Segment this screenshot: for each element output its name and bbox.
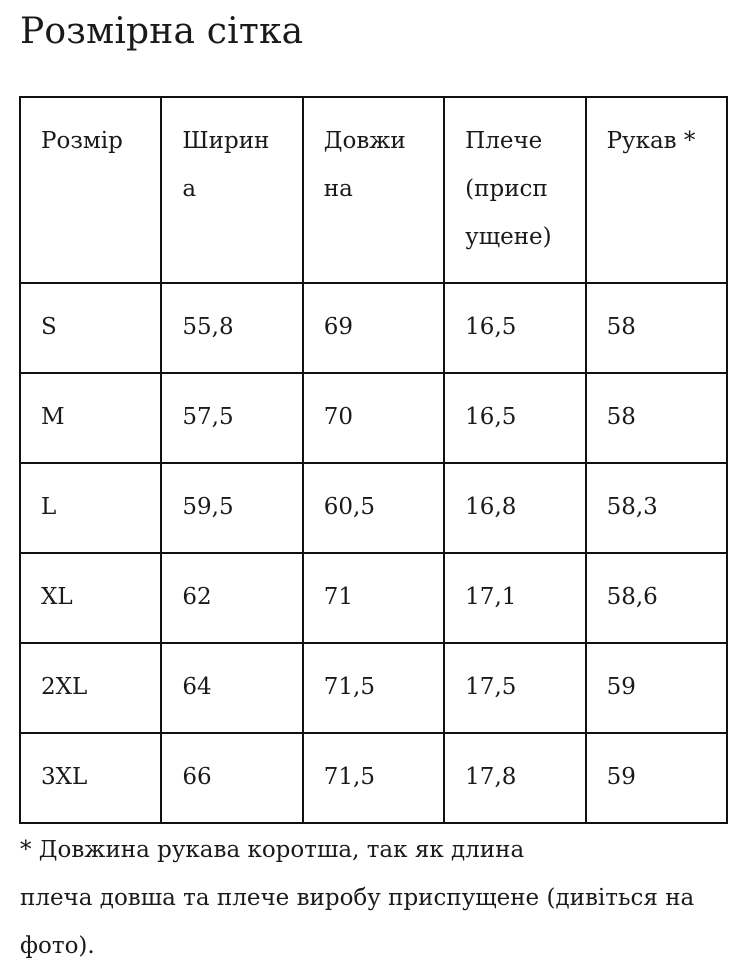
- footnote-line: плеча довша та плече виробу приспущене (дивіться на: [20, 885, 695, 911]
- cell-size: S: [20, 283, 161, 373]
- cell-length: 70: [303, 373, 444, 463]
- cell-width: 57,5: [161, 373, 302, 463]
- cell-sleeve: 58: [586, 283, 727, 373]
- table-row: [20, 283, 727, 373]
- cell-size: L: [20, 463, 161, 553]
- cell-width: 59,5: [161, 463, 302, 553]
- cell-size: 3XL: [20, 733, 161, 823]
- cell-shoulder: 17,5: [444, 643, 585, 733]
- cell-width: 64: [161, 643, 302, 733]
- cell-width: 62: [161, 553, 302, 643]
- page-title: Розмірна сітка: [20, 11, 304, 52]
- header-shoulder: Плече (присп ущене): [444, 97, 585, 283]
- cell-shoulder: 17,8: [444, 733, 585, 823]
- cell-shoulder: 16,8: [444, 463, 585, 553]
- table-header-row: [20, 97, 727, 283]
- table-row: [20, 373, 727, 463]
- sleeve-footnote: [20, 826, 730, 970]
- header-width: Ширин а: [161, 97, 302, 283]
- cell-length: 71: [303, 553, 444, 643]
- cell-sleeve: 59: [586, 643, 727, 733]
- header-sleeve: Рукав *: [586, 97, 727, 283]
- cell-width: 66: [161, 733, 302, 823]
- size-table: [19, 96, 728, 824]
- cell-size: M: [20, 373, 161, 463]
- table-row: [20, 643, 727, 733]
- cell-length: 69: [303, 283, 444, 373]
- footnote-line: фото).: [20, 933, 95, 959]
- table-row: [20, 733, 727, 823]
- cell-sleeve: 58,3: [586, 463, 727, 553]
- header-size: Розмір: [20, 97, 161, 283]
- table-row: [20, 553, 727, 643]
- header-length: Довжи на: [303, 97, 444, 283]
- footnote-line: * Довжина рукава коротша, так як длина: [20, 837, 525, 863]
- table-row: [20, 463, 727, 553]
- cell-sleeve: 58,6: [586, 553, 727, 643]
- cell-length: 71,5: [303, 643, 444, 733]
- cell-shoulder: 17,1: [444, 553, 585, 643]
- cell-shoulder: 16,5: [444, 373, 585, 463]
- cell-width: 55,8: [161, 283, 302, 373]
- cell-sleeve: 59: [586, 733, 727, 823]
- cell-sleeve: 58: [586, 373, 727, 463]
- cell-shoulder: 16,5: [444, 283, 585, 373]
- cell-size: XL: [20, 553, 161, 643]
- cell-length: 71,5: [303, 733, 444, 823]
- cell-size: 2XL: [20, 643, 161, 733]
- cell-length: 60,5: [303, 463, 444, 553]
